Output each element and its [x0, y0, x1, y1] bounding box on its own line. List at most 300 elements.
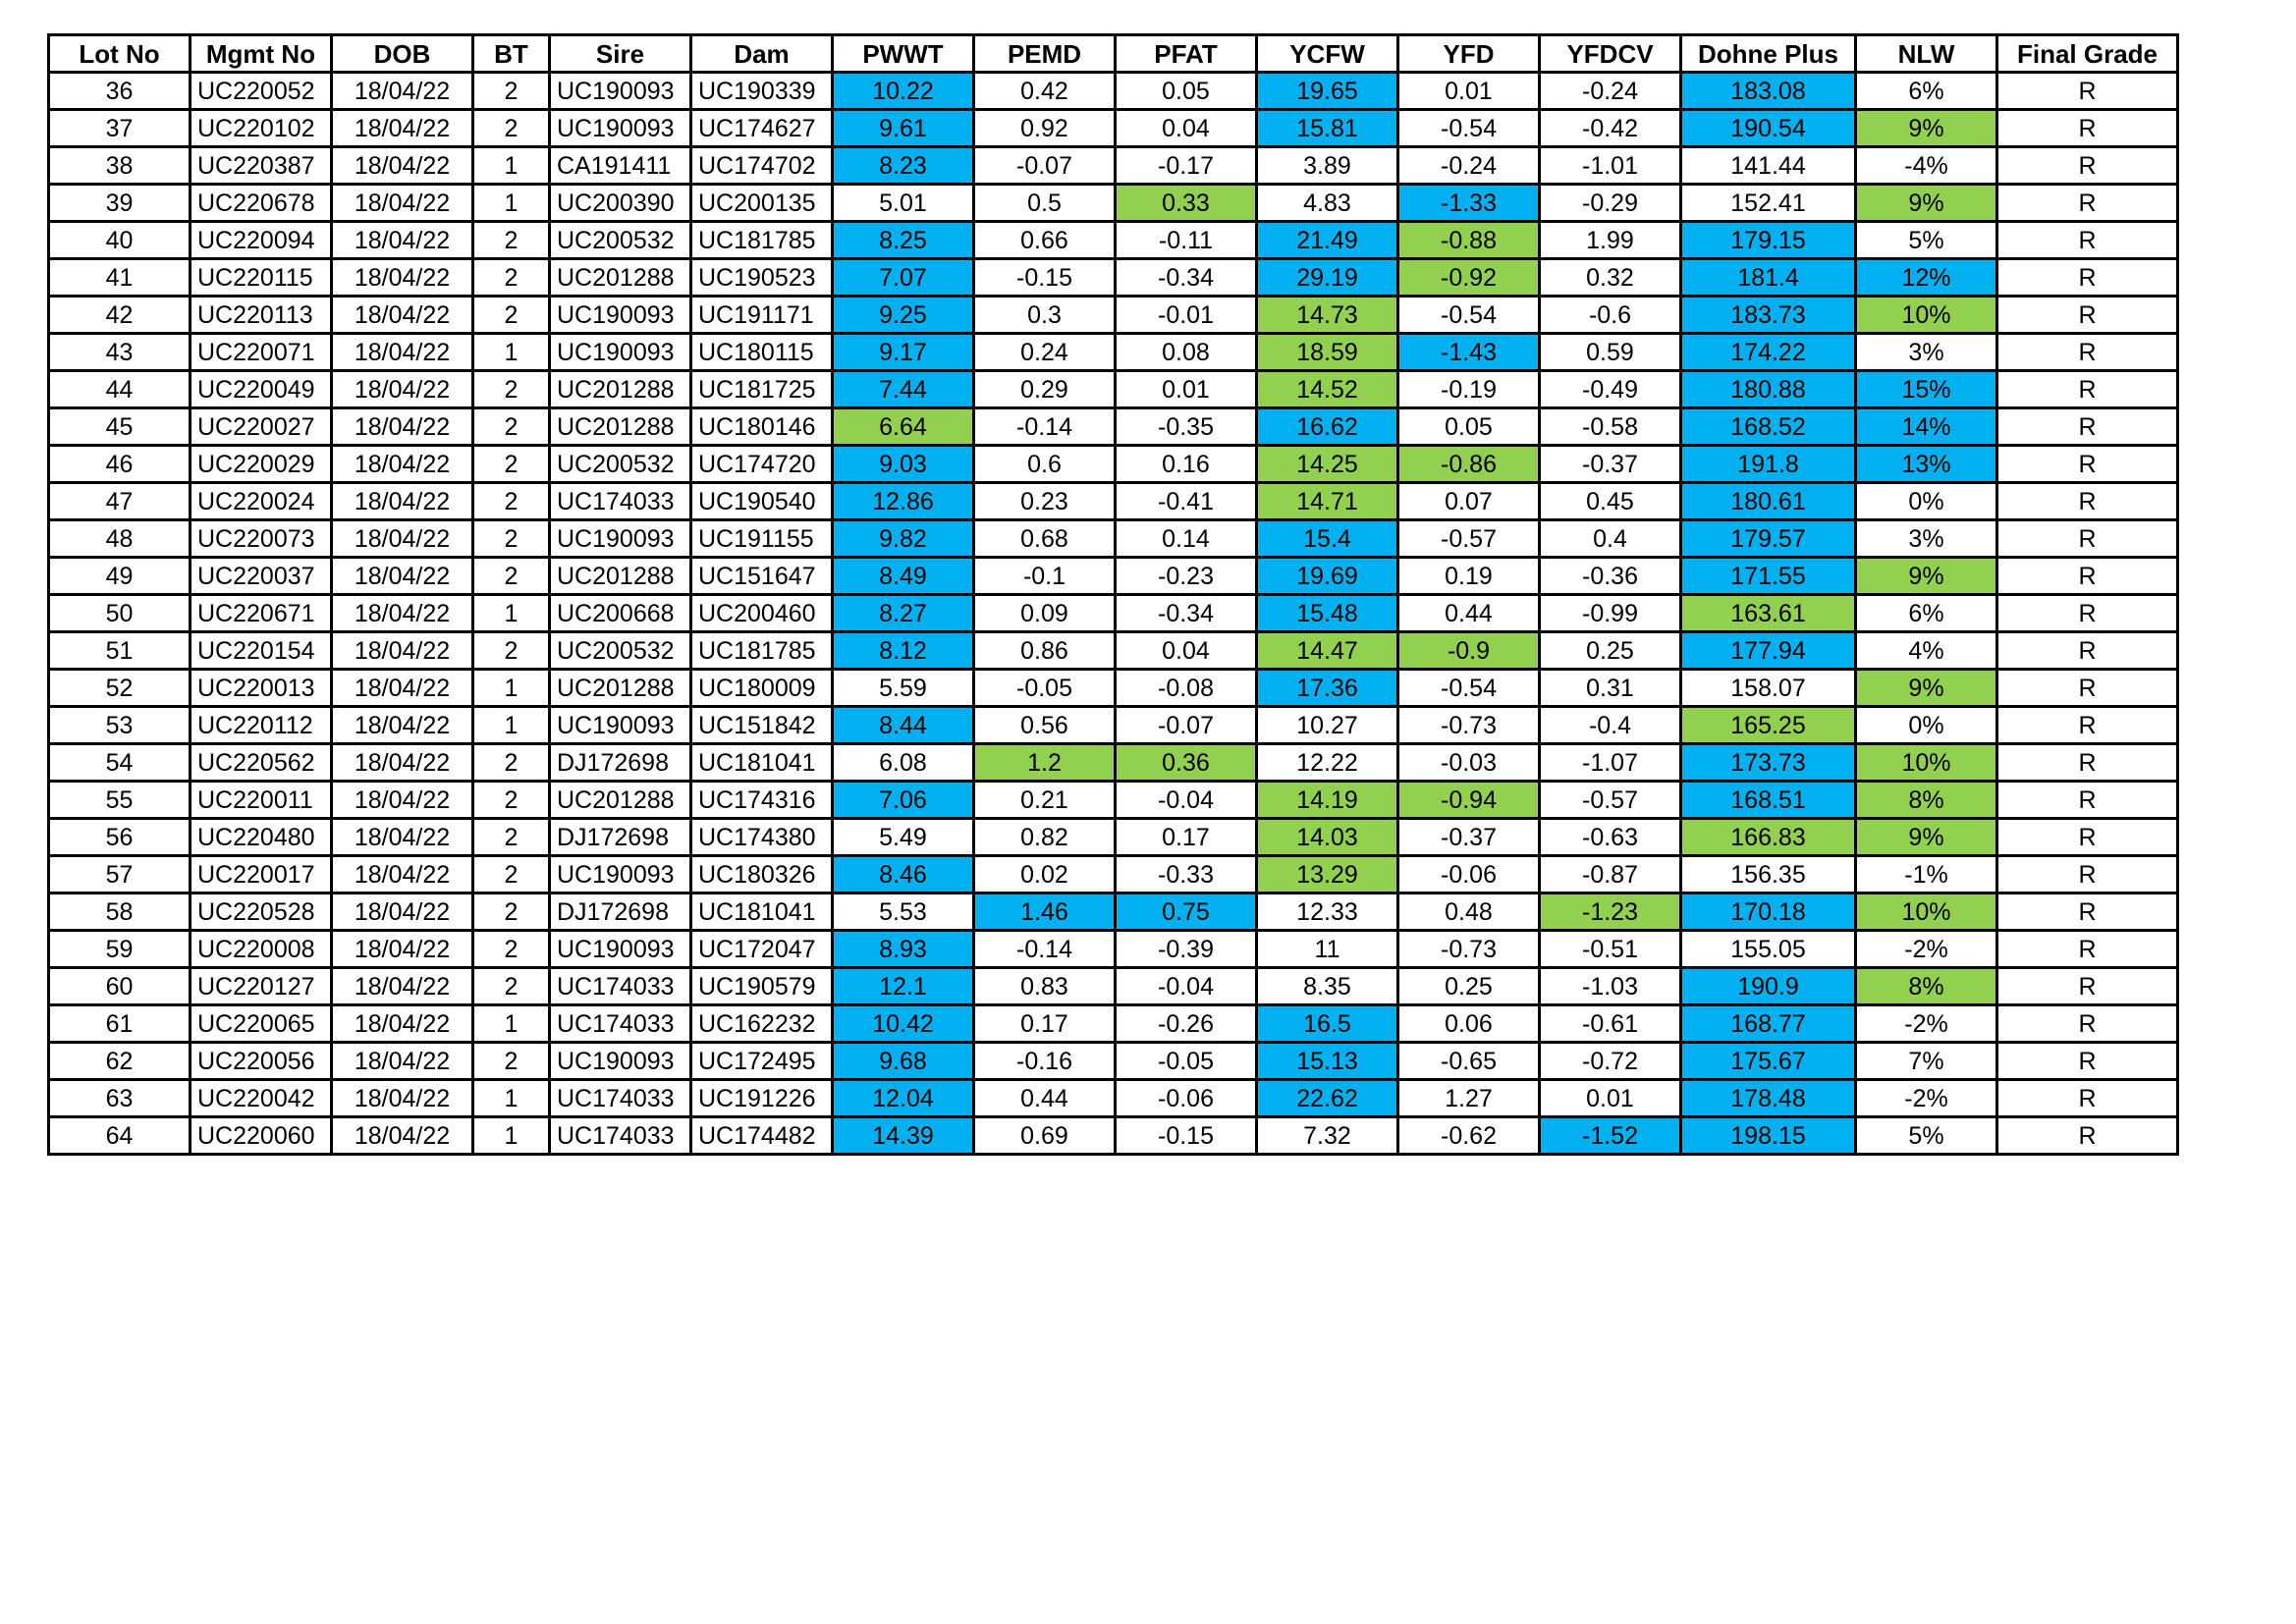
cell-final-grade: R: [1997, 968, 2178, 1005]
cell-dob: 18/04/22: [332, 297, 473, 334]
cell-sire: UC201288: [550, 782, 691, 819]
cell-dam: UC190579: [691, 968, 833, 1005]
cell-dob: 18/04/22: [332, 595, 473, 632]
cell-pfat: 0.36: [1116, 744, 1257, 782]
cell-pwwt: 9.25: [833, 297, 974, 334]
cell-dob: 18/04/22: [332, 520, 473, 558]
cell-mgmt-no: UC220480: [191, 819, 332, 856]
cell-dob: 18/04/22: [332, 968, 473, 1005]
cell-nlw: 3%: [1856, 520, 1997, 558]
cell-pfat: -0.01: [1116, 297, 1257, 334]
cell-bt: 1: [473, 185, 550, 222]
cell-pwwt: 8.93: [833, 931, 974, 968]
cell-dob: 18/04/22: [332, 446, 473, 483]
cell-mgmt-no: UC220094: [191, 222, 332, 259]
cell-yfd: 0.01: [1398, 73, 1540, 110]
cell-yfdcv: 0.31: [1540, 670, 1681, 707]
cell-yfd: 0.05: [1398, 408, 1540, 446]
cell-sire: UC174033: [550, 1005, 691, 1043]
cell-ycfw: 22.62: [1257, 1080, 1398, 1117]
cell-nlw: 7%: [1856, 1043, 1997, 1080]
cell-dohne-plus: 158.07: [1681, 670, 1856, 707]
cell-pfat: -0.15: [1116, 1117, 1257, 1155]
table-row: [49, 893, 2178, 931]
cell-pemd: -0.1: [974, 558, 1116, 595]
cell-sire: UC200668: [550, 595, 691, 632]
cell-yfdcv: 0.45: [1540, 483, 1681, 520]
cell-dohne-plus: 179.57: [1681, 520, 1856, 558]
cell-final-grade: R: [1997, 1117, 2178, 1155]
cell-dob: 18/04/22: [332, 1005, 473, 1043]
cell-bt: 2: [473, 446, 550, 483]
cell-bt: 2: [473, 297, 550, 334]
cell-final-grade: R: [1997, 520, 2178, 558]
header-row: [49, 35, 2178, 73]
cell-pfat: 0.16: [1116, 446, 1257, 483]
cell-nlw: -2%: [1856, 931, 1997, 968]
column-header-yfdcv: YFDCV: [1540, 35, 1681, 73]
cell-dam: UC181785: [691, 632, 833, 670]
cell-yfd: -1.43: [1398, 334, 1540, 371]
cell-dob: 18/04/22: [332, 1117, 473, 1155]
cell-mgmt-no: UC220052: [191, 73, 332, 110]
cell-lot-no: 47: [49, 483, 191, 520]
cell-yfdcv: 1.99: [1540, 222, 1681, 259]
cell-nlw: 10%: [1856, 744, 1997, 782]
cell-mgmt-no: UC220528: [191, 893, 332, 931]
cell-pemd: 0.6: [974, 446, 1116, 483]
cell-dohne-plus: 179.15: [1681, 222, 1856, 259]
cell-mgmt-no: UC220102: [191, 110, 332, 147]
cell-bt: 1: [473, 1080, 550, 1117]
cell-final-grade: R: [1997, 408, 2178, 446]
cell-dob: 18/04/22: [332, 782, 473, 819]
table-row: [49, 1043, 2178, 1080]
cell-pemd: 0.92: [974, 110, 1116, 147]
cell-dam: UC181785: [691, 222, 833, 259]
cell-dohne-plus: 168.77: [1681, 1005, 1856, 1043]
cell-pwwt: 10.22: [833, 73, 974, 110]
cell-yfd: -0.19: [1398, 371, 1540, 408]
cell-pwwt: 7.06: [833, 782, 974, 819]
cell-sire: UC190093: [550, 520, 691, 558]
cell-bt: 2: [473, 222, 550, 259]
cell-pfat: 0.04: [1116, 110, 1257, 147]
cell-yfd: 0.44: [1398, 595, 1540, 632]
cell-pemd: 0.69: [974, 1117, 1116, 1155]
cell-mgmt-no: UC220154: [191, 632, 332, 670]
cell-final-grade: R: [1997, 893, 2178, 931]
cell-yfdcv: -0.6: [1540, 297, 1681, 334]
cell-mgmt-no: UC220027: [191, 408, 332, 446]
cell-lot-no: 44: [49, 371, 191, 408]
cell-lot-no: 61: [49, 1005, 191, 1043]
cell-pwwt: 5.49: [833, 819, 974, 856]
cell-yfdcv: -0.49: [1540, 371, 1681, 408]
cell-pemd: 0.3: [974, 297, 1116, 334]
cell-mgmt-no: UC220073: [191, 520, 332, 558]
table-row: [49, 147, 2178, 185]
cell-pwwt: 12.04: [833, 1080, 974, 1117]
cell-lot-no: 58: [49, 893, 191, 931]
cell-dob: 18/04/22: [332, 893, 473, 931]
cell-nlw: 8%: [1856, 968, 1997, 1005]
cell-ycfw: 14.52: [1257, 371, 1398, 408]
cell-ycfw: 3.89: [1257, 147, 1398, 185]
cell-pwwt: 8.27: [833, 595, 974, 632]
table-row: [49, 1080, 2178, 1117]
cell-final-grade: R: [1997, 73, 2178, 110]
cell-dob: 18/04/22: [332, 185, 473, 222]
cell-ycfw: 13.29: [1257, 856, 1398, 893]
cell-dob: 18/04/22: [332, 632, 473, 670]
cell-lot-no: 63: [49, 1080, 191, 1117]
cell-dohne-plus: 166.83: [1681, 819, 1856, 856]
cell-yfd: -0.88: [1398, 222, 1540, 259]
cell-dob: 18/04/22: [332, 222, 473, 259]
cell-lot-no: 40: [49, 222, 191, 259]
column-header-ycfw: YCFW: [1257, 35, 1398, 73]
cell-ycfw: 14.73: [1257, 297, 1398, 334]
cell-yfdcv: -1.23: [1540, 893, 1681, 931]
cell-dob: 18/04/22: [332, 483, 473, 520]
table-row: [49, 520, 2178, 558]
cell-final-grade: R: [1997, 707, 2178, 744]
cell-pemd: 0.24: [974, 334, 1116, 371]
cell-bt: 1: [473, 334, 550, 371]
cell-dob: 18/04/22: [332, 73, 473, 110]
cell-lot-no: 38: [49, 147, 191, 185]
cell-dob: 18/04/22: [332, 371, 473, 408]
column-header-dob: DOB: [332, 35, 473, 73]
table-row: [49, 446, 2178, 483]
cell-lot-no: 36: [49, 73, 191, 110]
cell-ycfw: 4.83: [1257, 185, 1398, 222]
cell-yfd: -0.54: [1398, 670, 1540, 707]
cell-yfd: -0.92: [1398, 259, 1540, 297]
cell-ycfw: 14.03: [1257, 819, 1398, 856]
cell-yfd: -1.33: [1398, 185, 1540, 222]
cell-final-grade: R: [1997, 670, 2178, 707]
cell-pwwt: 12.1: [833, 968, 974, 1005]
cell-pemd: 1.46: [974, 893, 1116, 931]
cell-sire: DJ172698: [550, 744, 691, 782]
cell-yfd: 0.48: [1398, 893, 1540, 931]
cell-final-grade: R: [1997, 147, 2178, 185]
cell-dohne-plus: 178.48: [1681, 1080, 1856, 1117]
table-row: [49, 185, 2178, 222]
cell-lot-no: 42: [49, 297, 191, 334]
cell-dohne-plus: 190.9: [1681, 968, 1856, 1005]
cell-mgmt-no: UC220056: [191, 1043, 332, 1080]
cell-pwwt: 5.01: [833, 185, 974, 222]
cell-dam: UC190339: [691, 73, 833, 110]
cell-sire: DJ172698: [550, 819, 691, 856]
cell-yfdcv: 0.01: [1540, 1080, 1681, 1117]
cell-ycfw: 11: [1257, 931, 1398, 968]
table-row: [49, 297, 2178, 334]
cell-lot-no: 59: [49, 931, 191, 968]
cell-dohne-plus: 168.51: [1681, 782, 1856, 819]
cell-pfat: -0.33: [1116, 856, 1257, 893]
cell-yfd: 0.07: [1398, 483, 1540, 520]
cell-pemd: 0.86: [974, 632, 1116, 670]
cell-pwwt: 10.42: [833, 1005, 974, 1043]
cell-dohne-plus: 175.67: [1681, 1043, 1856, 1080]
cell-yfd: -0.03: [1398, 744, 1540, 782]
cell-yfdcv: -0.99: [1540, 595, 1681, 632]
cell-pemd: 0.09: [974, 595, 1116, 632]
table-row: [49, 819, 2178, 856]
cell-yfdcv: -0.51: [1540, 931, 1681, 968]
cell-dohne-plus: 163.61: [1681, 595, 1856, 632]
cell-lot-no: 50: [49, 595, 191, 632]
cell-nlw: 10%: [1856, 297, 1997, 334]
table-row: [49, 856, 2178, 893]
cell-yfdcv: 0.59: [1540, 334, 1681, 371]
cell-yfdcv: -0.42: [1540, 110, 1681, 147]
cell-dam: UC172047: [691, 931, 833, 968]
cell-nlw: 9%: [1856, 185, 1997, 222]
cell-dam: UC190540: [691, 483, 833, 520]
cell-nlw: 0%: [1856, 483, 1997, 520]
cell-pwwt: 12.86: [833, 483, 974, 520]
cell-pemd: 0.02: [974, 856, 1116, 893]
cell-pemd: -0.14: [974, 931, 1116, 968]
cell-nlw: 3%: [1856, 334, 1997, 371]
cell-nlw: 9%: [1856, 110, 1997, 147]
cell-bt: 1: [473, 670, 550, 707]
table-row: [49, 595, 2178, 632]
cell-bt: 2: [473, 110, 550, 147]
cell-ycfw: 14.47: [1257, 632, 1398, 670]
cell-sire: UC200532: [550, 632, 691, 670]
cell-dohne-plus: 165.25: [1681, 707, 1856, 744]
cell-ycfw: 19.69: [1257, 558, 1398, 595]
cell-sire: UC190093: [550, 931, 691, 968]
cell-pwwt: 8.46: [833, 856, 974, 893]
cell-pwwt: 5.59: [833, 670, 974, 707]
cell-pfat: -0.05: [1116, 1043, 1257, 1080]
cell-pemd: -0.05: [974, 670, 1116, 707]
cell-sire: UC190093: [550, 856, 691, 893]
table-row: [49, 670, 2178, 707]
cell-yfd: -0.94: [1398, 782, 1540, 819]
cell-pfat: 0.04: [1116, 632, 1257, 670]
cell-bt: 1: [473, 1117, 550, 1155]
cell-pfat: -0.06: [1116, 1080, 1257, 1117]
cell-final-grade: R: [1997, 1080, 2178, 1117]
cell-mgmt-no: UC220671: [191, 595, 332, 632]
cell-bt: 2: [473, 632, 550, 670]
cell-yfd: 0.19: [1398, 558, 1540, 595]
cell-dohne-plus: 141.44: [1681, 147, 1856, 185]
cell-sire: CA191411: [550, 147, 691, 185]
table-row: [49, 259, 2178, 297]
cell-final-grade: R: [1997, 1043, 2178, 1080]
cell-lot-no: 57: [49, 856, 191, 893]
cell-nlw: 14%: [1856, 408, 1997, 446]
cell-dohne-plus: 191.8: [1681, 446, 1856, 483]
cell-dohne-plus: 171.55: [1681, 558, 1856, 595]
cell-yfd: -0.06: [1398, 856, 1540, 893]
cell-nlw: 4%: [1856, 632, 1997, 670]
cell-dam: UC190523: [691, 259, 833, 297]
cell-dohne-plus: 170.18: [1681, 893, 1856, 931]
cell-sire: UC201288: [550, 670, 691, 707]
cell-nlw: 5%: [1856, 1117, 1997, 1155]
cell-dohne-plus: 155.05: [1681, 931, 1856, 968]
cell-ycfw: 17.36: [1257, 670, 1398, 707]
cell-pemd: 0.44: [974, 1080, 1116, 1117]
cell-bt: 2: [473, 73, 550, 110]
cell-dam: UC174316: [691, 782, 833, 819]
cell-lot-no: 52: [49, 670, 191, 707]
cell-final-grade: R: [1997, 371, 2178, 408]
cell-dob: 18/04/22: [332, 1080, 473, 1117]
cell-nlw: 6%: [1856, 73, 1997, 110]
cell-yfdcv: -1.52: [1540, 1117, 1681, 1155]
cell-yfdcv: -0.37: [1540, 446, 1681, 483]
cell-lot-no: 64: [49, 1117, 191, 1155]
cell-bt: 2: [473, 819, 550, 856]
table-row: [49, 334, 2178, 371]
cell-yfdcv: 0.32: [1540, 259, 1681, 297]
cell-pfat: 0.08: [1116, 334, 1257, 371]
cell-dam: UC181041: [691, 893, 833, 931]
cell-ycfw: 14.71: [1257, 483, 1398, 520]
cell-pfat: -0.39: [1116, 931, 1257, 968]
cell-pwwt: 9.68: [833, 1043, 974, 1080]
cell-yfdcv: 0.25: [1540, 632, 1681, 670]
cell-ycfw: 14.19: [1257, 782, 1398, 819]
cell-pfat: -0.23: [1116, 558, 1257, 595]
cell-lot-no: 49: [49, 558, 191, 595]
cell-pemd: -0.16: [974, 1043, 1116, 1080]
cell-mgmt-no: UC220562: [191, 744, 332, 782]
cell-dam: UC180326: [691, 856, 833, 893]
cell-pfat: 0.14: [1116, 520, 1257, 558]
cell-pfat: -0.07: [1116, 707, 1257, 744]
cell-dob: 18/04/22: [332, 707, 473, 744]
cell-pfat: -0.34: [1116, 595, 1257, 632]
cell-dob: 18/04/22: [332, 408, 473, 446]
cell-lot-no: 41: [49, 259, 191, 297]
cell-ycfw: 15.48: [1257, 595, 1398, 632]
cell-dam: UC174720: [691, 446, 833, 483]
cell-yfd: -0.54: [1398, 110, 1540, 147]
cell-pfat: -0.08: [1116, 670, 1257, 707]
cell-mgmt-no: UC220071: [191, 334, 332, 371]
cell-ycfw: 29.19: [1257, 259, 1398, 297]
cell-bt: 2: [473, 856, 550, 893]
cell-final-grade: R: [1997, 222, 2178, 259]
cell-sire: UC200532: [550, 222, 691, 259]
cell-dam: UC172495: [691, 1043, 833, 1080]
cell-dob: 18/04/22: [332, 670, 473, 707]
cell-yfdcv: -0.57: [1540, 782, 1681, 819]
cell-mgmt-no: UC220011: [191, 782, 332, 819]
table-row: [49, 632, 2178, 670]
table-row: [49, 782, 2178, 819]
cell-lot-no: 56: [49, 819, 191, 856]
cell-final-grade: R: [1997, 297, 2178, 334]
cell-sire: UC190093: [550, 73, 691, 110]
cell-pemd: 0.21: [974, 782, 1116, 819]
cell-mgmt-no: UC220024: [191, 483, 332, 520]
cell-pwwt: 9.03: [833, 446, 974, 483]
cell-nlw: -2%: [1856, 1005, 1997, 1043]
cell-dam: UC200460: [691, 595, 833, 632]
cell-pwwt: 9.82: [833, 520, 974, 558]
cell-dohne-plus: 183.73: [1681, 297, 1856, 334]
column-header-dam: Dam: [691, 35, 833, 73]
cell-nlw: 15%: [1856, 371, 1997, 408]
cell-bt: 1: [473, 147, 550, 185]
cell-dohne-plus: 177.94: [1681, 632, 1856, 670]
cell-pfat: -0.34: [1116, 259, 1257, 297]
cell-pwwt: 9.61: [833, 110, 974, 147]
cell-mgmt-no: UC220017: [191, 856, 332, 893]
column-header-nlw: NLW: [1856, 35, 1997, 73]
cell-dam: UC180146: [691, 408, 833, 446]
cell-pwwt: 9.17: [833, 334, 974, 371]
cell-nlw: 13%: [1856, 446, 1997, 483]
cell-yfdcv: -0.36: [1540, 558, 1681, 595]
table-row: [49, 371, 2178, 408]
cell-lot-no: 45: [49, 408, 191, 446]
cell-dob: 18/04/22: [332, 334, 473, 371]
cell-nlw: -1%: [1856, 856, 1997, 893]
cell-pwwt: 5.53: [833, 893, 974, 931]
cell-bt: 2: [473, 931, 550, 968]
cell-ycfw: 14.25: [1257, 446, 1398, 483]
column-header-pemd: PEMD: [974, 35, 1116, 73]
cell-pfat: -0.04: [1116, 968, 1257, 1005]
table-row: [49, 222, 2178, 259]
column-header-pwwt: PWWT: [833, 35, 974, 73]
cell-dam: UC181725: [691, 371, 833, 408]
cell-dob: 18/04/22: [332, 819, 473, 856]
cell-mgmt-no: UC220678: [191, 185, 332, 222]
cell-dohne-plus: 181.4: [1681, 259, 1856, 297]
cell-sire: UC201288: [550, 408, 691, 446]
cell-lot-no: 60: [49, 968, 191, 1005]
cell-sire: UC190093: [550, 707, 691, 744]
cell-nlw: 9%: [1856, 819, 1997, 856]
cell-pfat: 0.75: [1116, 893, 1257, 931]
cell-pfat: -0.11: [1116, 222, 1257, 259]
cell-lot-no: 46: [49, 446, 191, 483]
table-row: [49, 707, 2178, 744]
cell-ycfw: 10.27: [1257, 707, 1398, 744]
cell-pwwt: 8.12: [833, 632, 974, 670]
sale-catalogue-table: [47, 33, 2179, 1156]
cell-sire: UC174033: [550, 968, 691, 1005]
table-row: [49, 931, 2178, 968]
cell-sire: UC201288: [550, 259, 691, 297]
cell-final-grade: R: [1997, 558, 2178, 595]
cell-final-grade: R: [1997, 632, 2178, 670]
cell-mgmt-no: UC220008: [191, 931, 332, 968]
cell-final-grade: R: [1997, 819, 2178, 856]
cell-pfat: -0.17: [1116, 147, 1257, 185]
column-header-bt: BT: [473, 35, 550, 73]
cell-sire: UC190093: [550, 297, 691, 334]
cell-ycfw: 15.4: [1257, 520, 1398, 558]
cell-yfd: -0.86: [1398, 446, 1540, 483]
cell-sire: UC200532: [550, 446, 691, 483]
